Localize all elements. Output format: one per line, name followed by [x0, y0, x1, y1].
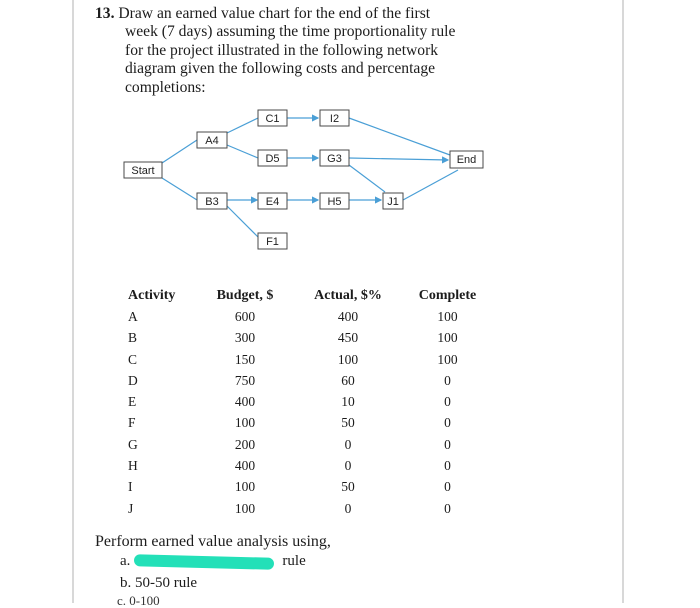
node-end-label: End — [456, 154, 477, 166]
activity-cell: B — [128, 330, 138, 346]
node-start-label: Start — [131, 165, 155, 177]
node-h-label: H5 — [327, 196, 342, 208]
node-j-label: J1 — [387, 196, 399, 208]
actual-cell: 50 — [341, 415, 355, 431]
actual-column — [298, 285, 398, 519]
edge-g-end — [349, 158, 448, 160]
node-i-label: I2 — [329, 113, 340, 125]
activity-column — [128, 285, 198, 519]
budget-cell: 200 — [234, 436, 256, 452]
budget-cell: 750 — [234, 372, 256, 388]
budget-cell: 300 — [234, 330, 256, 346]
complete-cell: 0 — [444, 415, 451, 431]
node-f-label: F1 — [266, 236, 279, 248]
complete-cell: 0 — [444, 500, 451, 516]
edge-start-a — [162, 140, 197, 163]
edge-b-f — [227, 206, 258, 237]
question-line-1: Draw an earned value chart for the end of the first — [118, 5, 431, 22]
budget-cell: 150 — [234, 351, 256, 367]
actual-cell: 0 — [344, 458, 352, 474]
activity-cell: G — [128, 436, 138, 452]
activity-cell: E — [128, 394, 137, 410]
node-c-label: C1 — [265, 113, 280, 125]
actual-cell: 0 — [344, 436, 352, 452]
actual-cell: 100 — [337, 351, 359, 367]
activity-header: Activity — [128, 288, 176, 303]
activity-cell: F — [128, 415, 136, 431]
complete-cell: 100 — [437, 351, 458, 367]
question-line-2: week (7 days) assuming the time proportionality rule — [125, 23, 456, 41]
node-b-label: B3 — [205, 196, 219, 208]
actual-cell: 0 — [344, 500, 352, 516]
budget-cell: 100 — [234, 500, 256, 516]
complete-cell: 0 — [444, 394, 451, 410]
task-a-suffix: rule — [282, 553, 306, 569]
edge-i-end — [349, 118, 450, 155]
activity-cell: C — [128, 351, 138, 367]
budget-cell: 400 — [234, 458, 256, 474]
complete-cell: 0 — [444, 458, 451, 474]
budget-column — [205, 285, 285, 519]
budget-cell: 600 — [234, 309, 256, 324]
node-e-label: E4 — [265, 196, 280, 208]
complete-column — [410, 285, 485, 519]
complete-cell: 0 — [444, 372, 451, 388]
complete-cell: 100 — [437, 330, 458, 346]
question-line-5: completions: — [125, 78, 206, 96]
question-line-4: diagram given the following costs and percentage — [125, 60, 436, 78]
activity-cell: J — [128, 500, 134, 516]
complete-cell: 100 — [437, 309, 458, 324]
activity-cell: A — [128, 309, 138, 324]
activity-cell: D — [128, 372, 138, 388]
task-c-partial: c. 0-100 — [117, 593, 160, 608]
question-number: 13. — [95, 5, 115, 22]
edge-j-end — [403, 170, 458, 200]
question-line-3: for the project illustrated in the following network — [125, 41, 439, 59]
actual-cell: 60 — [341, 372, 355, 388]
complete-header: Complete — [418, 288, 477, 303]
budget-cell: 100 — [234, 479, 256, 495]
node-g-label: G3 — [327, 153, 342, 165]
actual-cell: 450 — [337, 330, 359, 346]
edge-a-d — [227, 145, 258, 158]
network-diagram — [0, 0, 700, 280]
task-a-prefix: a. — [120, 553, 131, 569]
budget-header: Budget, $ — [216, 288, 274, 303]
actual-header: Actual, $% — [314, 288, 382, 303]
activity-cell: I — [128, 479, 133, 495]
budget-cell: 100 — [234, 415, 256, 431]
actual-cell: 400 — [337, 309, 359, 324]
edge-start-b — [162, 178, 197, 200]
actual-cell: 50 — [341, 479, 355, 495]
task-b: b. 50-50 rule — [120, 575, 198, 591]
node-d-label: D5 — [265, 153, 280, 165]
actual-cell: 10 — [341, 394, 355, 410]
edge-a-c — [227, 118, 258, 133]
complete-cell: 0 — [444, 479, 451, 495]
task-intro: Perform earned value analysis using, — [95, 533, 331, 550]
complete-cell: 0 — [444, 436, 451, 452]
edge-g-j — [349, 165, 385, 192]
activity-cell: H — [128, 458, 138, 474]
budget-cell: 400 — [234, 394, 256, 410]
node-a-label: A4 — [205, 135, 219, 147]
